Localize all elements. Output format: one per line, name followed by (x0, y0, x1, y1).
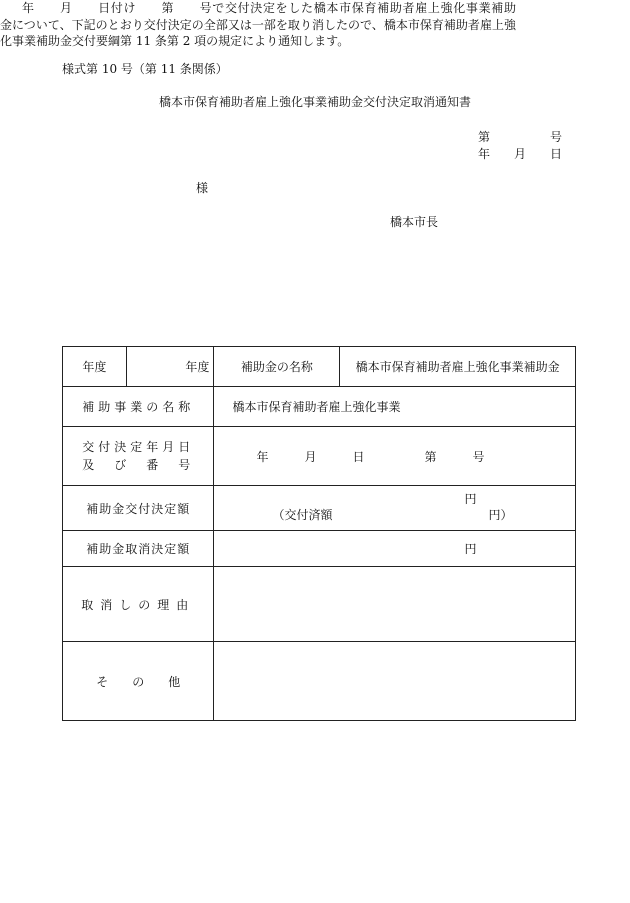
body-line-1: 年 月 日付け 第 号で交付決定をした橋本市保育補助者雇上強化事業補助 (22, 1, 516, 15)
project-name-label-text: 補助事業の名称 (82, 400, 195, 414)
decision-label-line-2: 及 び 番 号 (82, 458, 195, 472)
year-value: 年度 (126, 347, 214, 387)
grant-amount-yen: 円 (464, 492, 477, 506)
other-label: そ の 他 (63, 642, 214, 721)
decision-date-label (63, 427, 214, 486)
table-row (63, 531, 576, 567)
grant-amount-value (214, 486, 576, 531)
cancel-reason-label (63, 567, 214, 642)
subsidy-name-value: 橋本市保育補助者雇上強化事業補助金 (340, 347, 576, 387)
addressee-honorific: 様 (196, 181, 209, 195)
decision-date-value: 年 月 日 第 号 (214, 427, 576, 486)
notice-date-line: 年 月 日 (478, 147, 563, 161)
body-line-3: 化事業補助金交付要綱第 11 条第 2 項の規定により通知します。 (0, 34, 350, 48)
grant-amount-label-text: 補助金交付決定額 (86, 501, 191, 516)
cancel-amount-label (63, 531, 214, 567)
table-row (63, 387, 576, 427)
table-row (63, 642, 576, 721)
notice-body (0, 0, 516, 50)
cancel-amount-label-text: 補助金取消決定額 (86, 542, 191, 556)
table-row (63, 567, 576, 642)
project-name-value: 橋本市保育補助者雇上強化事業 (214, 387, 576, 427)
decision-label-line-1: 交付決定年月日 (82, 440, 195, 454)
notice-number-line: 第 号 (478, 130, 563, 144)
year-label: 年度 (63, 347, 127, 387)
grant-paid-amount: （交付済額 円） (272, 508, 513, 522)
decision-date-label-text (82, 438, 194, 474)
project-name-label (63, 387, 214, 427)
table-row (63, 427, 576, 486)
subsidy-form-table (62, 346, 576, 721)
form-number-label: 様式第 10 号（第 11 条関係） (62, 62, 228, 76)
table-row (63, 347, 576, 387)
other-value (214, 642, 576, 721)
cancel-reason-label-text: 取消しの理由 (81, 597, 196, 612)
issuer-name: 橋本市長 (390, 215, 439, 229)
grant-amount-label (63, 486, 214, 531)
cancel-reason-value (214, 567, 576, 642)
document-title: 橋本市保育補助者雇上強化事業補助金交付決定取消通知書 (158, 95, 471, 109)
cancel-amount-value: 円 (214, 531, 576, 567)
body-line-2: 金について、下記のとおり交付決定の全部又は一部を取り消したので、橋本市保育補助者雇上強 (0, 17, 516, 32)
table-row (63, 486, 576, 531)
subsidy-name-label: 補助金の名称 (214, 347, 340, 387)
